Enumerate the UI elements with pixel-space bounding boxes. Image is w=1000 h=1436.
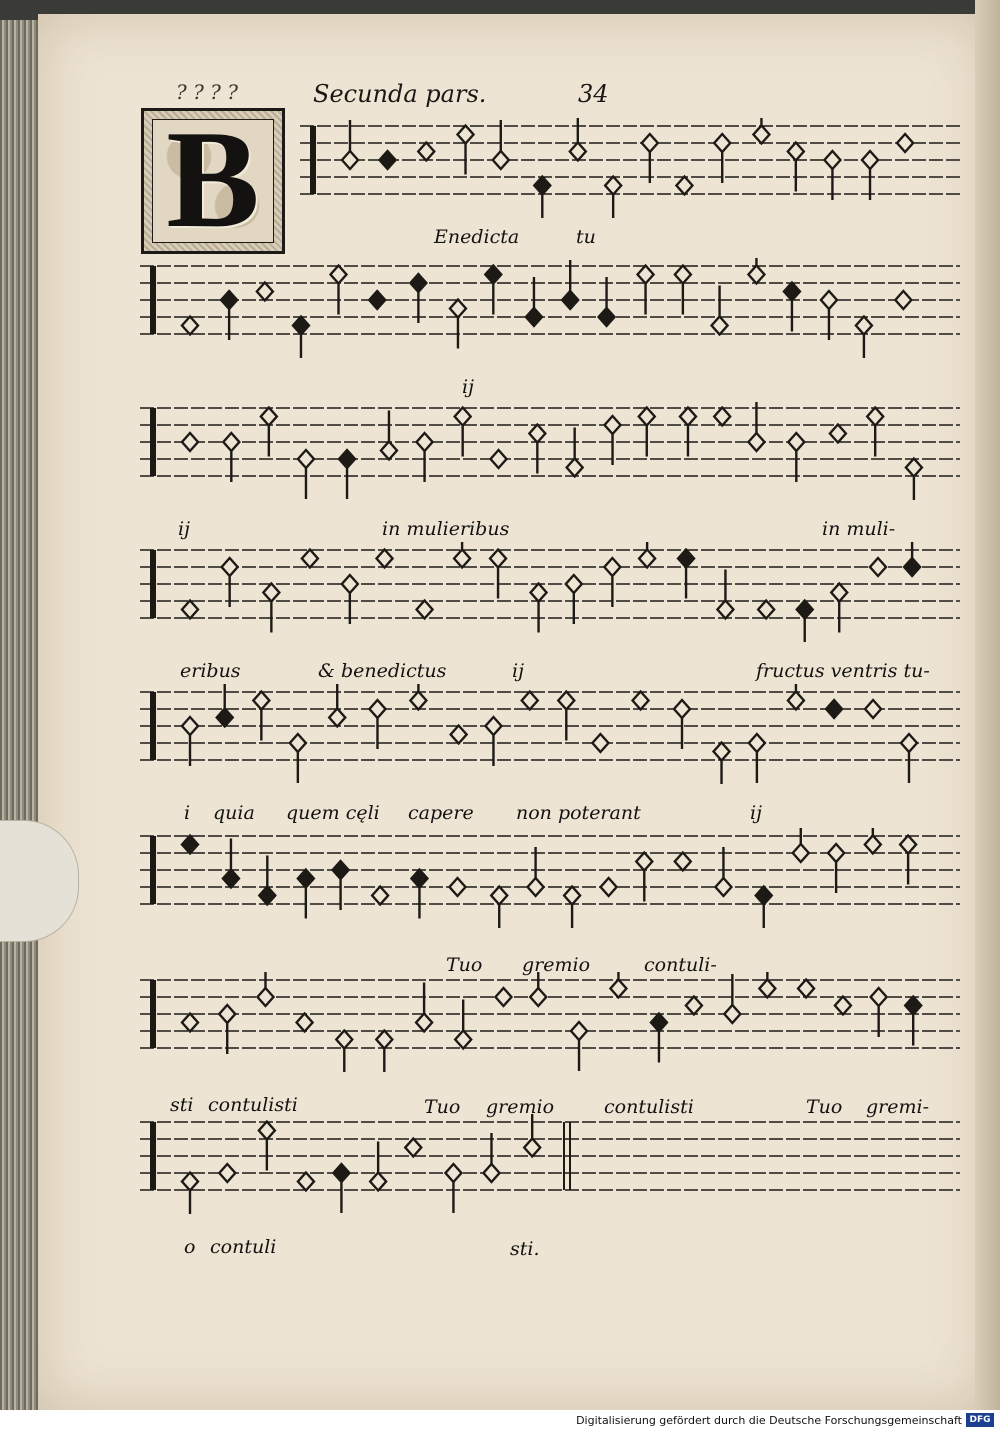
note: [788, 143, 804, 192]
clef: [310, 126, 316, 194]
note: [416, 983, 432, 1032]
lyric: ij: [462, 376, 474, 398]
lyric: in mulieribus: [382, 518, 510, 540]
note: [376, 1031, 392, 1073]
note: [865, 700, 881, 718]
note: [491, 887, 507, 929]
note: [558, 692, 574, 741]
note: [570, 118, 586, 161]
header-marks: ? ? ? ?: [176, 80, 238, 104]
clef: [150, 550, 156, 618]
note: [455, 1000, 471, 1049]
lyric: gremi-: [866, 1096, 930, 1118]
note: [642, 134, 658, 183]
note: [223, 839, 239, 888]
clef: [150, 980, 156, 1048]
note: [219, 1005, 235, 1054]
note: [417, 601, 433, 619]
note: [454, 542, 470, 568]
note: [675, 266, 691, 315]
note: [905, 997, 921, 1046]
note: [531, 584, 547, 633]
note: [675, 853, 691, 871]
staff-2: [140, 258, 960, 358]
note: [605, 416, 621, 465]
clef: [150, 408, 156, 476]
dfg-logo: DFG: [966, 1413, 994, 1427]
note: [788, 433, 804, 482]
note: [495, 988, 511, 1006]
staff-8: [140, 1114, 960, 1214]
note: [830, 425, 846, 443]
note: [380, 151, 396, 169]
note: [263, 584, 279, 633]
lyric: capere: [408, 802, 474, 824]
lyric: eribus: [180, 660, 241, 682]
note: [342, 120, 358, 169]
note: [381, 411, 397, 460]
note: [862, 151, 878, 200]
lyric: Tuo: [446, 954, 483, 976]
lyric: quem cęli: [286, 802, 380, 824]
note: [605, 177, 621, 219]
note: [491, 450, 507, 468]
note: [182, 433, 198, 451]
lyric: contulisti: [208, 1094, 298, 1116]
note: [445, 1164, 461, 1213]
note: [717, 570, 733, 619]
note: [821, 291, 837, 340]
lyric: gremio: [486, 1096, 555, 1118]
note: [377, 550, 393, 568]
note: [599, 277, 615, 326]
note: [748, 258, 764, 284]
note: [758, 601, 774, 619]
note: [639, 542, 655, 568]
note: [897, 134, 913, 152]
note: [182, 317, 198, 335]
note: [222, 558, 238, 607]
note: [298, 450, 314, 499]
note: [534, 177, 550, 219]
note: [182, 717, 198, 766]
lyric: sti: [170, 1094, 194, 1116]
note: [297, 1014, 313, 1032]
note: [339, 450, 355, 499]
note: [411, 870, 427, 919]
note: [329, 684, 345, 727]
note: [901, 734, 917, 783]
page-number: 34: [578, 80, 609, 108]
note: [298, 1173, 314, 1191]
note: [714, 134, 730, 183]
note: [831, 584, 847, 633]
note: [182, 601, 198, 619]
note: [906, 459, 922, 501]
lyric: contuli: [210, 1236, 277, 1258]
note: [418, 143, 434, 161]
note: [871, 988, 887, 1037]
staff-1: [300, 118, 960, 218]
note: [900, 836, 916, 885]
note: [449, 878, 465, 896]
note: [298, 870, 314, 919]
note: [686, 997, 702, 1015]
note: [182, 1173, 198, 1215]
note: [219, 1164, 235, 1182]
note: [636, 853, 652, 902]
note: [490, 550, 506, 599]
lyric: & benedictus: [318, 660, 447, 682]
note: [529, 425, 545, 474]
note: [788, 684, 804, 710]
note: [372, 887, 388, 905]
lyric: Tuo: [806, 1096, 843, 1118]
note: [715, 847, 731, 896]
note: [835, 997, 851, 1015]
clef: [150, 1122, 156, 1190]
note: [601, 878, 617, 896]
note: [257, 972, 273, 1006]
page-title: Secunda pars.: [313, 80, 487, 108]
note: [793, 828, 809, 862]
note: [333, 1164, 349, 1213]
note: [522, 692, 538, 710]
lyric: o: [184, 1236, 196, 1258]
note: [870, 558, 886, 576]
note: [410, 684, 426, 710]
book-page-edges: [0, 20, 38, 1410]
note: [638, 266, 654, 315]
note: [828, 844, 844, 893]
note: [302, 550, 318, 568]
note: [895, 291, 911, 309]
note: [749, 734, 765, 783]
note: [331, 266, 347, 315]
lyric: ij: [178, 518, 190, 540]
staff-5: [140, 684, 960, 784]
note: [217, 684, 233, 727]
note: [759, 972, 775, 998]
note: [680, 408, 696, 457]
note: [455, 408, 471, 457]
note: [223, 433, 239, 482]
note: [867, 408, 883, 457]
note: [369, 700, 385, 749]
note: [410, 274, 426, 323]
note: [756, 887, 772, 929]
note: [784, 283, 800, 332]
note: [797, 601, 813, 643]
lyric: tu: [576, 226, 596, 248]
note: [259, 1122, 275, 1171]
note: [342, 575, 358, 624]
staff-4: [140, 542, 960, 642]
note: [290, 734, 306, 783]
note: [674, 700, 690, 749]
note: [714, 408, 730, 426]
note: [678, 550, 694, 599]
staff-7: [140, 972, 960, 1072]
note: [564, 887, 580, 929]
note: [798, 980, 814, 998]
initial-letter-glyph: B: [166, 102, 260, 257]
note: [333, 861, 349, 910]
note: [450, 300, 466, 349]
note: [483, 1133, 499, 1182]
staff-3: [140, 400, 960, 500]
note: [182, 836, 198, 854]
note: [571, 1022, 587, 1071]
decorated-initial: [141, 102, 285, 257]
note: [856, 317, 872, 359]
lyric: quia: [213, 802, 255, 824]
note: [182, 1014, 198, 1032]
note: [458, 126, 474, 175]
note: [724, 974, 740, 1023]
facing-page-edge: [975, 0, 1000, 1410]
note: [824, 151, 840, 200]
clef: [150, 266, 156, 334]
note: [904, 542, 920, 576]
note: [748, 402, 764, 451]
note: [261, 408, 277, 457]
note: [567, 428, 583, 477]
lyric: gremio: [522, 954, 591, 976]
note: [253, 692, 269, 741]
note: [526, 277, 542, 326]
note: [562, 260, 578, 309]
note: [485, 266, 501, 315]
lyric: ij: [750, 802, 762, 824]
note: [257, 283, 273, 301]
lyric: sti.: [510, 1238, 540, 1260]
lyric: Enedicta: [434, 226, 520, 248]
footer-credit: Digitalisierung gefördert durch die Deutsche Forschungsgemeinschaft: [576, 1414, 962, 1427]
note: [405, 1139, 421, 1157]
note: [753, 118, 769, 144]
lyric: fructus ventris tu-: [756, 660, 930, 682]
clef: [150, 836, 156, 904]
note: [712, 286, 728, 335]
note: [370, 1142, 386, 1191]
note: [369, 291, 385, 309]
note: [451, 726, 467, 744]
note: [485, 717, 501, 766]
note: [604, 558, 620, 607]
lyric: Tuo: [424, 1096, 461, 1118]
clef: [150, 692, 156, 760]
note: [417, 433, 433, 482]
note: [651, 1014, 667, 1063]
staff-6: [140, 828, 960, 928]
note: [524, 1114, 540, 1157]
lyric: contulisti: [604, 1096, 694, 1118]
note: [865, 828, 881, 854]
note: [336, 1031, 352, 1073]
note: [528, 847, 544, 896]
note: [610, 972, 626, 998]
lyric: i: [184, 802, 191, 824]
lyric: non poterant: [516, 802, 641, 824]
note: [633, 692, 649, 710]
note: [259, 856, 275, 905]
note: [639, 408, 655, 457]
lyric: ij: [512, 660, 524, 682]
note: [221, 291, 237, 340]
note: [592, 734, 608, 752]
lyric: in muli-: [822, 518, 896, 540]
note: [566, 575, 582, 624]
note: [676, 177, 692, 195]
note: [530, 972, 546, 1006]
lyric: contuli-: [644, 954, 717, 976]
note: [493, 120, 509, 169]
note: [826, 700, 842, 718]
note: [714, 743, 730, 785]
note: [293, 317, 309, 359]
